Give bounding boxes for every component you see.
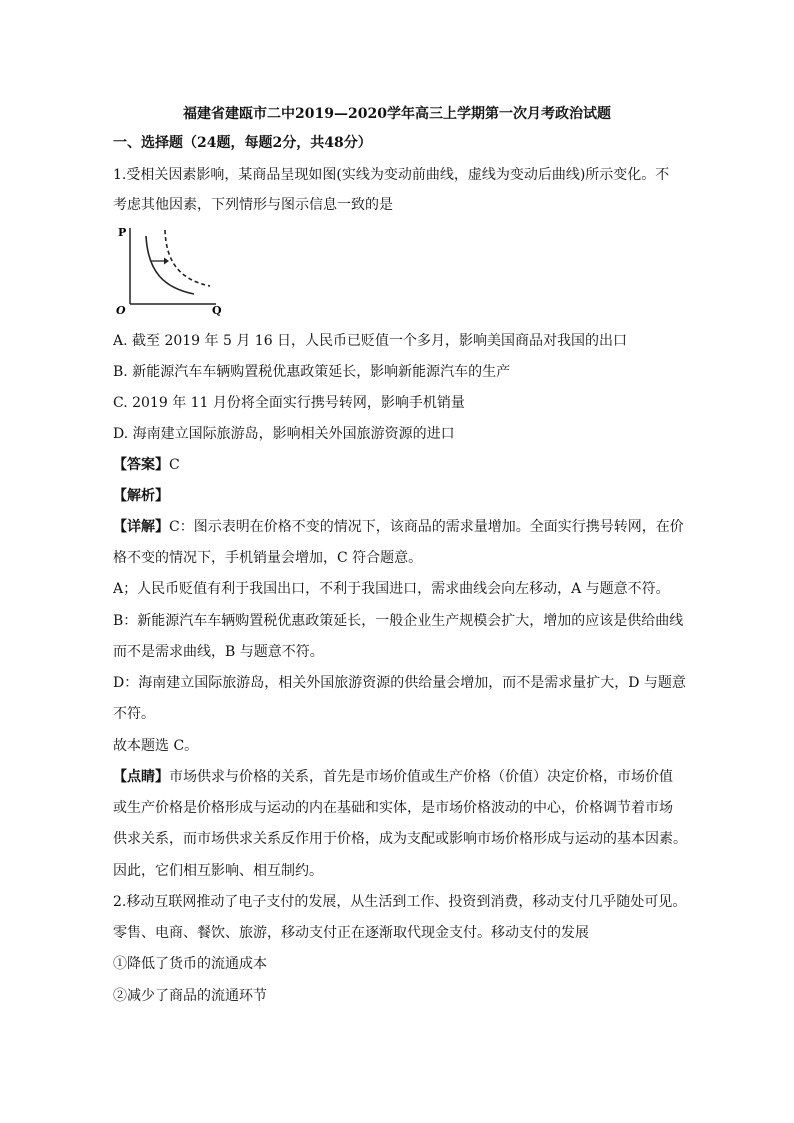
q1-option-c: C. 2019 年 11 月份将全面实行携号转网，影响手机销量 xyxy=(113,395,465,411)
q1-point-line-4: 因此，它们相互影响、相互制约。 xyxy=(113,863,323,879)
curve-before-solid xyxy=(146,236,194,294)
q1-option-d: D. 海南建立国际旅游岛，影响相关外国旅游资源的进口 xyxy=(113,426,455,442)
q1-detail-line-1 xyxy=(113,517,688,537)
curve-after-dashed xyxy=(165,230,210,286)
q1-point-line-1 xyxy=(113,767,688,787)
point-text-1: 市场供求与价格的关系，首先是市场价值或生产价格（价值）决定价格，市场价值 xyxy=(169,769,673,785)
q1-stem-line-2: 考虑其他因素，下列情形与图示信息一致的是 xyxy=(113,197,393,213)
q1-analysis-b-line-1: B：新能源汽车车辆购置税优惠政策延长，一般企业生产规模会扩大，增加的应该是供给曲线 xyxy=(113,613,684,629)
origin-label: O xyxy=(116,304,126,317)
q1-detail-line-2: 格不变的情况下，手机销量会增加，C 符合题意。 xyxy=(113,550,423,566)
demand-curve-figure xyxy=(112,222,224,322)
q1-conclusion: 故本题选 C。 xyxy=(113,738,199,754)
q1-point-line-2: 或生产价格是价格形成与运动的内在基础和实体，是市场价格波动的中心，价格调节着市场 xyxy=(113,800,673,816)
q1-option-b: B. 新能源汽车车辆购置税优惠政策延长，影响新能源汽车的生产 xyxy=(113,364,511,380)
answer-value: C xyxy=(169,457,180,473)
answer-tag: 【答案】 xyxy=(113,457,169,473)
page-title: 福建省建瓯市二中2019—2020学年高三上学期第一次月考政治试题 xyxy=(183,106,611,122)
p-axis-label: P xyxy=(118,226,127,239)
detail-text-1: C：图示表明在价格不变的情况下，该商品的需求量增加。全面实行携号转网，在价 xyxy=(169,519,684,535)
analysis-tag: 【解析】 xyxy=(113,488,169,504)
q2-stem-line-1: 2.移动互联网推动了电子支付的发展，从生活到工作、投资到消费，移动支付几乎随处可见。 xyxy=(113,894,687,910)
q1-stem-line-1: 1.受相关因素影响，某商品呈现如图(实线为变动前曲线，虚线为变动后曲线)所示变化。不 xyxy=(113,167,670,183)
q-axis-label: Q xyxy=(212,304,222,317)
q1-analysis-d-line-1: D：海南建立国际旅游岛，相关外国旅游资源的供给量会增加，而不是需求量扩大，D 与题意 xyxy=(113,675,686,691)
q1-point-line-3: 供求关系，而市场供求关系反作用于价格，成为支配或影响市场价格形成与运动的基本因素。 xyxy=(113,831,687,847)
q1-analysis-d-line-2: 不符。 xyxy=(113,706,155,722)
shift-arrow-head xyxy=(164,258,169,265)
q1-option-a: A. 截至 2019 年 5 月 16 日，人民币已贬值一个多月，影响美国商品对我国的出口 xyxy=(113,333,628,349)
q2-item-2: ②减少了商品的流通环节 xyxy=(113,988,267,1004)
q2-stem-line-2: 零售、电商、餐饮、旅游，移动支付正在逐渐取代现金支付。移动支付的发展 xyxy=(113,925,589,941)
q1-answer xyxy=(113,455,688,475)
point-tag: 【点睛】 xyxy=(113,769,169,785)
q1-analysis-b-line-2: 而不是需求曲线，B 与题意不符。 xyxy=(113,644,324,660)
q1-analysis-a: A；人民币贬值有利于我国出口，不利于我国进口，需求曲线会向左移动，A 与题意不符。 xyxy=(113,581,670,597)
section-heading: 一、选择题（24题，每题2分，共48分） xyxy=(113,135,372,151)
detail-tag: 【详解】 xyxy=(113,519,169,535)
q2-item-1: ①降低了货币的流通成本 xyxy=(113,956,267,972)
